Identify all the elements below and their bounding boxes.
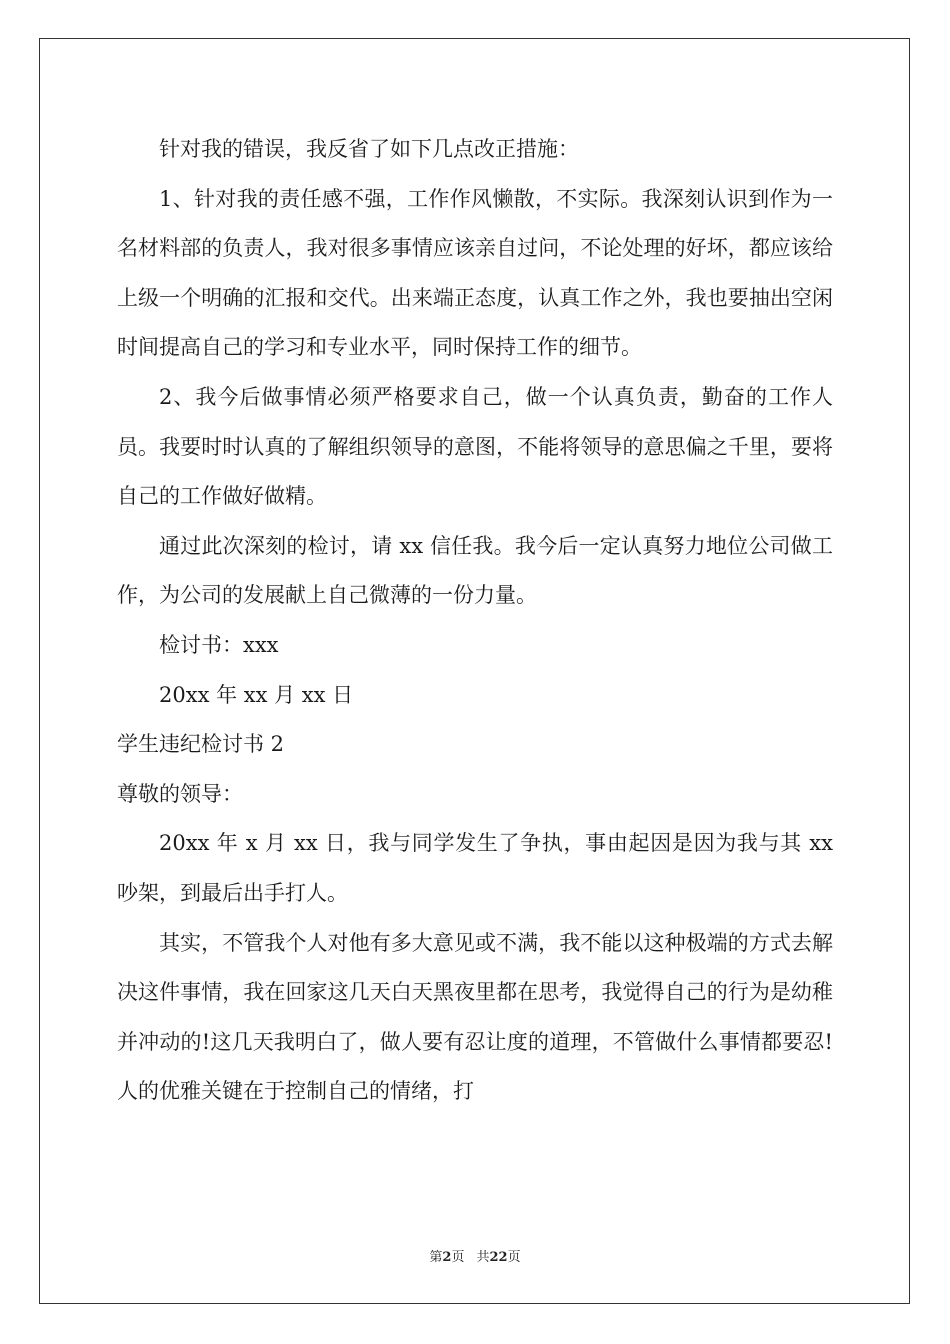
paragraph-reflection: 其实，不管我个人对他有多大意见或不满，我不能以这种极端的方式去解决这件事情，我在回家这几天白天黑夜里都在思考，我觉得自己的行为是幼稚并冲动的!这几天我明白了，做人要有忍让度的道理，不管做什么事情都要忍!人的优雅关键在于控制自己的情绪，打 xyxy=(117,930,833,1104)
paragraph-measure-2: 2、我今后做事情必须严格要求自己，做一个认真负责，勤奋的工作人员。我要时时认真的了解组织领导的意图，不能将领导的意思偏之千里，要将自己的工作做好做精。 xyxy=(117,384,833,509)
total-prefix: 共 xyxy=(476,1250,490,1265)
document-body xyxy=(117,125,833,1117)
page-number: 2 xyxy=(442,1250,452,1265)
total-pages: 22 xyxy=(489,1250,508,1265)
page-suffix: 页 xyxy=(451,1250,465,1265)
paragraph-closing: 通过此次深刻的检讨，请 xx 信任我。我今后一定认真努力地位公司做工作，为公司的发展献上自己微薄的一份力量。 xyxy=(117,533,833,608)
signature-line: 检讨书：xxx xyxy=(159,632,279,657)
salutation: 尊敬的领导： xyxy=(117,781,243,806)
page-footer xyxy=(0,1250,950,1266)
paragraph-incident: 20xx 年 x 月 xx 日，我与同学发生了争执，事由起因是因为我与其 xx 吵架，到最后出手打人。 xyxy=(117,831,833,905)
total-suffix: 页 xyxy=(507,1250,521,1265)
section-title: 学生违纪检讨书 2 xyxy=(117,732,285,757)
paragraph-correction-intro: 针对我的错误，我反省了如下几点改正措施： xyxy=(159,137,579,161)
paragraph-measure-1: 1、针对我的责任感不强，工作作风懒散，不实际。我深刻认识到作为一名材料部的负责人，我对很多事情应该亲自过问，不论处理的好坏，都应该给上级一个明确的汇报和交代。出来端正态度，认真工作之外，我也要抽出空闲时间提高自己的学习和专业水平，同时保持工作的细节。 xyxy=(117,186,833,360)
date-line: 20xx 年 xx 月 xx 日 xyxy=(159,682,354,707)
page-prefix: 第 xyxy=(429,1250,443,1265)
